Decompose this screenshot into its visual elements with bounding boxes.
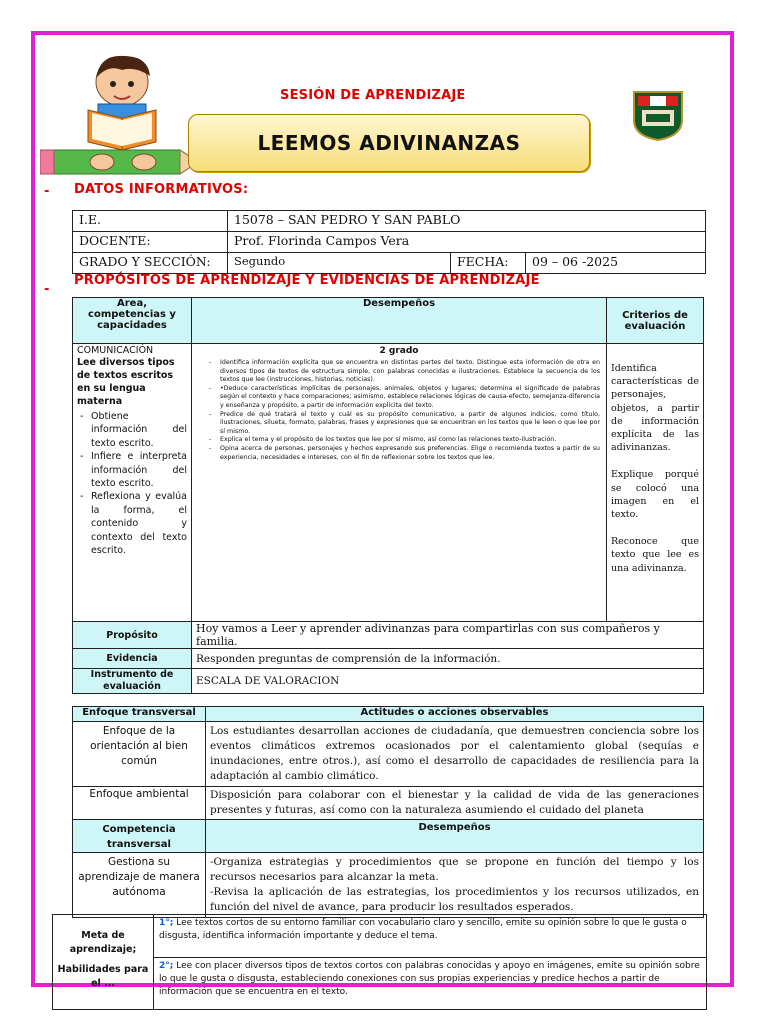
- desempeno-item: - •Deduce características implícitas de personajes, animales, objetos y lugares; determina el significado de palabras según el contexto y hace comparaciones; asimismo, establece relaciones lógicas de causa-efecto, semejanza-diferencia y enseñanza y propósito, a partir de información explícita del texto.: [220, 385, 600, 411]
- school-crest-logo: [630, 86, 686, 142]
- desempenos-list: [198, 359, 600, 462]
- proposito-value: Hoy vamos a Leer y aprender adivinanzas para compartirlas con sus compañeros y familia.: [192, 622, 704, 649]
- proposito-label: Propósito: [73, 622, 192, 649]
- desempeno-item: - Explica el tema y el propósito de los textos que lee por sí mismo, así como las relaciones texto-ilustración.: [220, 436, 600, 445]
- grado-value: Segundo: [228, 253, 451, 274]
- docente-label: DOCENTE:: [73, 232, 228, 253]
- header-actitudes: Actitudes o acciones observables: [206, 707, 704, 722]
- evidencia-label: Evidencia: [73, 649, 192, 669]
- grado-heading: 2 grado: [379, 346, 419, 356]
- header-desempenos: Desempeños: [192, 298, 607, 344]
- instrumento-label: Instrumento de evaluación: [73, 669, 192, 694]
- header-criterios: Criterios de evaluación: [607, 298, 704, 344]
- header-competencia: Competencia transversal: [73, 820, 206, 853]
- title-banner: [188, 114, 590, 172]
- info-table: [72, 210, 706, 274]
- competencia-autonoma: Gestiona su aprendizaje de manera autónoma: [73, 853, 206, 918]
- actitud-bien-comun: Los estudiantes desarrollan acciones de ciudadanía, que demuestren conciencia sobre los eventos climáticos extremos ocasionados por el calentamiento global (sequías e inundaciones, entre otros.), así como el desarrollo de capacidades de resiliencia para la adaptación al cambio climático.: [206, 722, 704, 787]
- desempeno-item: - Predice de qué tratará el texto y cuál es su propósito comunicativo, a partir de algunos indicios, como título, ilustraciones, silueta, formato, palabras, frases y expresiones que se encuentran en los textos que le leen o que lee por sí mismo.: [220, 411, 600, 437]
- meta-1-text: Lee textos cortos de su entorno familiar con vocabulario claro y sencillo, emite su opinión sobre lo que le gusta o disgusta, identifica información importante y deduce el tema.: [159, 918, 687, 941]
- desempeno-item: - Identifica información explícita que se encuentra en distintas partes del texto. Distingue esta información de otra en diversos tipos de textos de estructura simple, con palabras conocidas e ilustraciones. Establece la secuencia de los textos que lee (instrucciones, historias, noticias).: [220, 359, 600, 385]
- criterios-cell: [607, 344, 704, 622]
- section-dash: -: [44, 184, 50, 199]
- criterio-item: Reconoce que texto que lee es una adivinanza.: [611, 536, 699, 574]
- criterio-item: Identifica características de personajes, objetos, a partir de información explícita de las adivinanzas.: [611, 363, 699, 454]
- meta-2-num: 2°;: [159, 961, 174, 971]
- capacidad-item: - Reflexiona y evalúa la forma, el contenido y contexto del texto escrito.: [91, 490, 187, 557]
- enfoque-bien-comun: Enfoque de la orientación al bien común: [73, 722, 206, 787]
- meta-1-num: 1°;: [159, 918, 174, 928]
- habilidades-label: Habilidades para el ...: [57, 964, 149, 989]
- section-propositos-title: PROPÓSITOS DE APRENDIZAJE Y EVIDENCIAS DE APRENDIZAJE: [74, 273, 540, 288]
- criterio-item: Explique porqué se colocó una imagen en el texto.: [611, 469, 699, 521]
- enfoques-table: [72, 706, 704, 918]
- ie-value: 15078 – SAN PEDRO Y SAN PABLO: [228, 211, 706, 232]
- capacidad-item: - Obtiene información del texto escrito.: [91, 410, 187, 450]
- desempeno-item: - Opina acerca de personas, personajes y hechos expresando sus preferencias. Elige o recomienda textos a partir de su experiencia, necesidades e intereses, con el fin de reflexionar sobre los textos que lee.: [220, 445, 600, 462]
- capacidad-item: - Infiere e interpreta información del texto escrito.: [91, 450, 187, 490]
- evidencia-value: Responden preguntas de comprensión de la información.: [192, 649, 704, 669]
- ie-label: I.E.: [73, 211, 228, 232]
- propositos-table: [72, 297, 704, 694]
- boy-reading-illustration: [40, 52, 198, 178]
- actitud-ambiental: Disposición para colaborar con el bienestar y la calidad de vida de las generaciones presentes y futuras, así como con la naturaleza asumiendo el cuidado del planeta: [206, 787, 704, 820]
- session-title: SESIÓN DE APRENDIZAJE: [280, 88, 466, 103]
- section-datos-title: DATOS INFORMATIVOS:: [74, 182, 249, 197]
- meta-label-cell: [53, 915, 154, 1010]
- area-name: COMUNICACIÓN: [77, 345, 154, 356]
- meta-2: [154, 958, 707, 1010]
- fecha-value: 09 – 06 -2025: [526, 253, 706, 274]
- meta-label: Meta de aprendizaje;: [69, 930, 137, 955]
- banner-title: LEEMOS ADIVINANZAS: [257, 131, 521, 155]
- desempeno-transversal-item: -Revisa la aplicación de las estrategias, los procedimientos y los recursos utilizados, en función del nivel de avance, para producir los resultados esperados.: [210, 886, 699, 913]
- capacidades-list: [77, 410, 187, 557]
- enfoque-ambiental: Enfoque ambiental: [73, 787, 206, 820]
- docente-value: Prof. Florinda Campos Vera: [228, 232, 706, 253]
- header-desempenos-transversal: Desempeños: [206, 820, 704, 853]
- desempenos-transversal: [206, 853, 704, 918]
- competencia-name: Lee diversos tipos de textos escritos en su lengua materna: [77, 357, 175, 407]
- meta-2-text: Lee con placer diversos tipos de textos cortos con palabras conocidas y apoyo en imágenes, emite su opinión sobre lo que le gusta o disgusta, estableciendo conexiones con sus propias experiencias y predice hechos a partir de información que se encuentra en el texto.: [159, 961, 700, 997]
- header-area: Área, competencias y capacidades: [73, 298, 192, 344]
- desempeno-transversal-item: -Organiza estrategias y procedimientos que se propone en función del tiempo y los recursos necesarios para alcanzar la meta.: [210, 856, 699, 883]
- instrumento-value: ESCALA DE VALORACION: [192, 669, 704, 694]
- desempenos-cell: [192, 344, 607, 622]
- header-enfoque: Enfoque transversal: [73, 707, 206, 722]
- grado-label: GRADO Y SECCIÓN:: [73, 253, 228, 274]
- fecha-label: FECHA:: [451, 253, 526, 274]
- meta-table: [52, 914, 707, 1010]
- meta-1: [154, 915, 707, 958]
- section-dash: -: [44, 282, 50, 297]
- area-cell: [73, 344, 192, 622]
